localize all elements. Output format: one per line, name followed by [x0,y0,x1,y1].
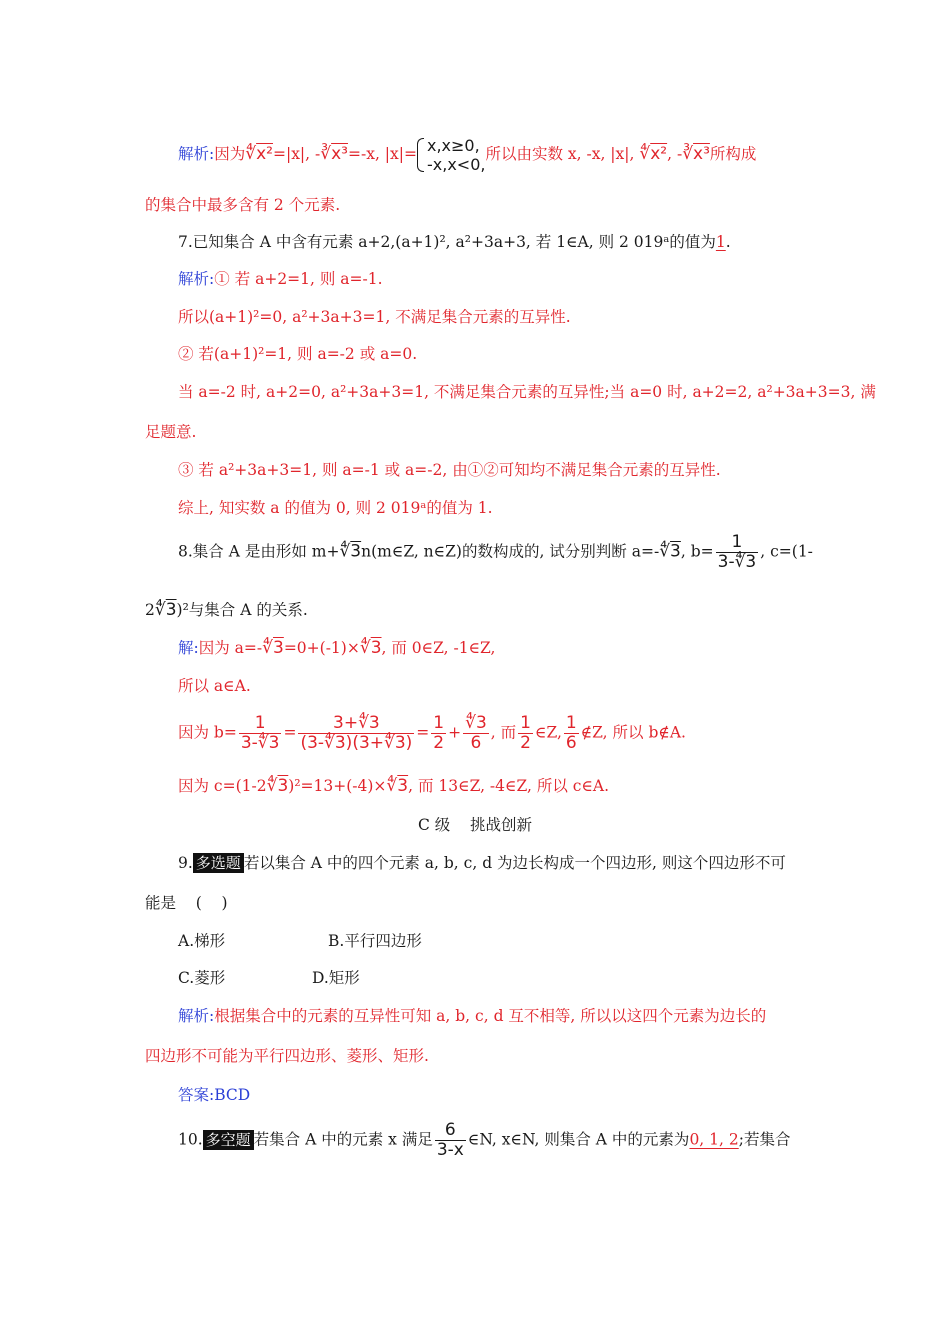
s7-line-1: 解析:① 若 a+2=1, 则 a=-1. [178,270,383,288]
q8-fraction-b: $\frac{1}{3-∜3}$ [717,532,757,572]
s8-line-1: 解:因为 a=-∜3=0+(-1)×∜3, 而 0∈Z, -1∈Z, [178,638,496,658]
s9-line-2: 四边形不可能为平行四边形、菱形、矩形. [145,1047,429,1065]
question-10: 10. 多空题 若集合 A 中的元素 x 满足 $\frac{6}{3-x}$ ∈N, x∈N, 则集合 A 中的元素为0, 1, 2;若集合 [178,1120,791,1160]
s7-line-3: ② 若(a+1)²=1, 则 a=-2 或 a=0. [178,345,418,363]
piecewise-abs: x,x≥0, -x,x<0, [417,136,485,174]
solution-line-radicals: 解析:因为∜x²=|x|, -∛x³=-x, |x|= x,x≥0, -x,x<0, 所以由实数 x, -x, |x|, ∜x², -∛x³所构成 [178,136,757,174]
s9-answer: 答案:BCD [178,1086,251,1104]
q10-fraction: $\frac{6}{3-x}$ [436,1120,464,1160]
question-8-line-2: 2∜3)²与集合 A 的关系. [145,600,308,620]
multi-choice-tag: 多选题 [193,853,244,873]
q7-answer: 1 [715,233,726,251]
option-b: B.平行四边形 [328,932,422,950]
s7-line-6: ③ 若 a²+3a+3=1, 则 a=-1 或 a=-2, 由①②可知均不满足集合元素的互异性. [178,461,721,479]
s9-line-1: 解析:根据集合中的元素的互异性可知 a, b, c, d 互不相等, 所以以这四个元素为边长的 [178,1007,767,1025]
s7-line-5: 足题意. [145,423,197,441]
s7-line-4: 当 a=-2 时, a+2=0, a²+3a+3=1, 不满足集合元素的互异性;当 a=0 时, a+2=2, a²+3a+3=3, 满 [178,383,876,401]
multi-blank-tag: 多空题 [203,1130,254,1150]
question-7: 7.已知集合 A 中含有元素 a+2,(a+1)², a²+3a+3, 若 1∈A, 则 2 019ᵃ的值为1. [178,233,731,251]
option-c: C.菱形 [178,969,226,987]
option-a: A.梯形 [178,932,226,950]
s8-line-c: 因为 c=(1-2∜3)²=13+(-4)×∜3, 而 13∈Z, -4∈Z, 所以 c∈A. [178,776,610,796]
question-9: 9. 多选题 若以集合 A 中的四个元素 a, b, c, d 为边长构成一个四边形, 则这个四边形不可 [178,854,786,872]
question-8: 8.集合 A 是由形如 m+∜3n(m∈Z, n∈Z)的数构成的, 试分别判断 a=-∜3, b= $\frac{1}{3-∜3}$ , c=(1- [178,532,813,572]
s8-line-b: 因为 b= $\frac{1}{3-∜3}$ = $\frac{3+∜3}{(3-∜3)(3+∜3)}$ = $\frac{1}{2}$ + $\frac{∜3}{6}$ , 而 $\frac{1}{2}$ ∈Z, $\frac{1}{6}$ ∉Z, 所以 b∉A. [178,713,686,753]
question-9-line-2: 能是 ( ) [145,894,228,912]
solution-label: 解析: [178,145,215,163]
s7-line-7: 综上, 知实数 a 的值为 0, 则 2 019ᵃ的值为 1. [178,499,493,517]
solution-line-2: 的集合中最多含有 2 个元素. [145,196,341,214]
section-heading: C 级 挑战创新 [418,816,532,834]
q10-answer: 0, 1, 2 [689,1130,739,1149]
s8-line-2: 所以 a∈A. [178,677,251,695]
option-d: D.矩形 [312,969,360,987]
s7-line-2: 所以(a+1)²=0, a²+3a+3=1, 不满足集合元素的互异性. [178,308,571,326]
